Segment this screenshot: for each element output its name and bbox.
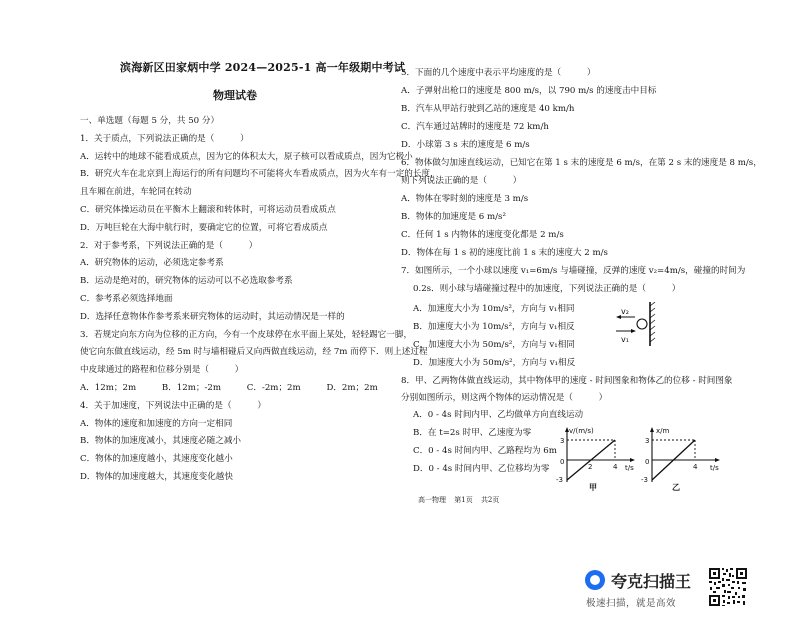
- q2-option-a: A．研究物体的运动，必须选定参考系: [80, 258, 224, 268]
- q3-options: A．12m；2m B．12m；-2m C．-2m；2m D．2m；2m: [80, 383, 378, 393]
- v1-arrowhead: [631, 329, 636, 333]
- graph-a-t-arrowhead: [630, 458, 635, 462]
- q4-option-c: C．物体的加速度越小，其速度变化越小: [80, 454, 233, 464]
- question-7-cont: 0.2s．则小球与墙碰撞过程中的加速度，下列说法正确的是（ ）: [413, 284, 681, 294]
- graph-b-x-arrowhead: [650, 427, 654, 432]
- question-3-cont2: 中皮球通过的路程和位移分别是（ ）: [80, 365, 244, 375]
- q6-option-a: A．物体在零时刻的速度是 3 m/s: [401, 194, 529, 204]
- q8-graph-position-time: [640, 424, 730, 494]
- q1-option-a: A．运转中的地球不能看成质点，因为它的体积太大，原子核可以看成质点，因为它极小: [80, 152, 413, 162]
- footer-total: 共2页: [480, 496, 500, 504]
- graph-a-tick-4: 4: [613, 463, 618, 471]
- q4-option-d: D．物体的加速度越大，其速度变化越快: [80, 472, 233, 482]
- q2-option-c: C．参考系必须选择地面: [80, 294, 173, 304]
- q6-option-b: B．物体的加速度是 6 m/s²: [401, 212, 506, 222]
- question-2: 2．对于参考系，下列说法正确的是（ ）: [80, 241, 258, 251]
- graph-a-origin: 0: [560, 458, 565, 466]
- footer-page: 第1页: [454, 496, 473, 504]
- q7-ball-wall-figure: [610, 300, 660, 348]
- graph-a-tick-neg3: -3: [556, 476, 563, 484]
- graph-a-tick-3: 3: [560, 437, 565, 445]
- left-column: [80, 116, 439, 487]
- question-6-cont: 则下列说法正确的是（ ）: [401, 176, 522, 186]
- q4-option-a: A．物体的速度和加速度的方向一定相同: [80, 419, 233, 429]
- graph-b-y-label: x/m: [656, 427, 670, 435]
- v1-label: v₁: [621, 335, 629, 344]
- q5-option-b: B．汽车从甲站行驶到乙站的速度是 40 km/h: [401, 104, 575, 114]
- scanner-slogan: 极速扫描，就是高效: [586, 598, 677, 609]
- graph-b-origin: 0: [645, 458, 650, 466]
- q8-option-a: A．0 - 4s 时间内甲、乙均做单方向直线运动: [413, 410, 584, 420]
- q8-option-d: D．0 - 4s 时间内甲、乙位移均为零: [413, 464, 550, 474]
- q1-option-c: C．研究体操运动员在平衡木上翻滚和转体时，可将运动员看成质点: [80, 205, 336, 215]
- ball-circle: [637, 319, 647, 329]
- graph-a-y-label: v/(m/s): [569, 427, 594, 435]
- q5-option-c: C．汽车通过站牌时的速度是 72 km/h: [401, 122, 549, 132]
- question-1: 1．关于质点，下列说法正确的是（ ）: [80, 134, 249, 144]
- question-6: 6．物体做匀加速直线运动，已知它在第 1 s 末的速度是 6 m/s，在第 2 s 末的速度是 8 m/s，: [401, 158, 762, 168]
- q1-option-d: D．万吨巨轮在大海中航行时，要确定它的位置，可将它看成质点: [80, 223, 328, 233]
- q7-option-b: B．加速度大小为 10m/s²，方向与 v₁相反: [413, 322, 575, 332]
- graph-a-tick-2: 2: [588, 463, 593, 471]
- scanner-logo-icon: [585, 570, 605, 590]
- question-3: 3．若规定向东方向为位移的正方向，今有一个皮球停在水平面上某处，轻轻踢它一脚，: [80, 330, 413, 340]
- scanner-watermark: [585, 567, 695, 607]
- q7-option-c: C．加速度大小为 50m/s²，方向与 v₁相同: [413, 340, 575, 350]
- q2-option-d: D．选择任意物体作参考系来研究物体的运动时，其运动情况是一样的: [80, 312, 345, 322]
- q2-option-b: B．运动是绝对的，研究物体的运动可以不必选取参考系: [80, 276, 293, 286]
- question-7: 7．如图所示，一个小球以速度 v₁=6m/s 与墙碰撞，反弹的速度 v₂=4m/s，碰撞的时间为: [401, 266, 746, 276]
- footer-subject: 高一物理: [418, 496, 446, 504]
- exam-title: 滨海新区田家炳中学 2024—2025-1 高一年级期中考试: [120, 61, 406, 74]
- page-footer: [418, 495, 505, 505]
- q5-option-a: A．子弹射出枪口的速度是 800 m/s，以 790 m/s 的速度击中目标: [401, 86, 657, 96]
- q7-option-a: A．加速度大小为 10m/s²，方向与 v₁相同: [413, 304, 575, 314]
- q1-option-b-cont: 且车厢在前进，车轮同在转动: [80, 187, 192, 197]
- graph-b-tick-4: 4: [693, 463, 698, 471]
- graph-b-tick-neg3: -3: [641, 476, 648, 484]
- exam-subtitle: 物理试卷: [213, 89, 257, 102]
- q5-option-d: D．小球第 3 s 末的速度是 6 m/s: [401, 140, 530, 150]
- graph-b-t-arrowhead: [715, 458, 720, 462]
- graph-b-caption: 乙: [672, 483, 680, 492]
- q1-option-b: B．研究火车在北京到上海运行的所有问题均不可能将火车看成质点，因为火车有一定的长度，: [80, 169, 439, 179]
- q7-option-d: D．加速度大小为 50m/s²，方向与 v₁相反: [413, 358, 576, 368]
- q8-graph-velocity-time: [555, 424, 645, 494]
- q8-option-b: B．在 t=2s 时甲、乙速度为零: [413, 428, 532, 438]
- q4-option-b: B．物体的加速度减小，其速度必随之减小: [80, 436, 242, 446]
- graph-b-x-label: t/s: [710, 464, 719, 472]
- qr-code-icon: [708, 567, 748, 607]
- section-heading: 一、单选题（每题 5 分，共 50 分）: [80, 116, 220, 126]
- right-column: [401, 68, 762, 474]
- scanner-brand: 夸克扫描王: [611, 572, 692, 591]
- q6-option-d: D．物体在每 1 s 初的速度比前 1 s 末的速度大 2 m/s: [401, 248, 608, 258]
- graph-a-x-label: t/s: [625, 464, 634, 472]
- graph-b-tick-3: 3: [645, 437, 650, 445]
- question-5: 5．下面的几个速度中表示平均速度的是（ ）: [401, 68, 596, 78]
- question-8: 8．甲、乙两物体做直线运动，其中物体甲的速度 - 时间图象和物体乙的位移 - 时间图象: [401, 376, 733, 386]
- graph-a-caption: 甲: [589, 483, 597, 492]
- q8-option-c: C．0 - 4s 时间内甲、乙路程均为 6m: [413, 446, 557, 456]
- q6-option-c: C．任何 1 s 内物体的速度变化都是 2 m/s: [401, 230, 564, 240]
- v2-label: v₂: [621, 307, 629, 316]
- question-8-cont: 分别如图所示，则这两个物体的运动情况是（ ）: [401, 393, 608, 403]
- question-4: 4．关于加速度，下列说法中正确的是（ ）: [80, 401, 266, 411]
- question-3-cont: 使它向东做直线运动，经 5m 时与墙相碰后又向西做直线运动，经 7m 而停下．则上述过程: [80, 347, 428, 357]
